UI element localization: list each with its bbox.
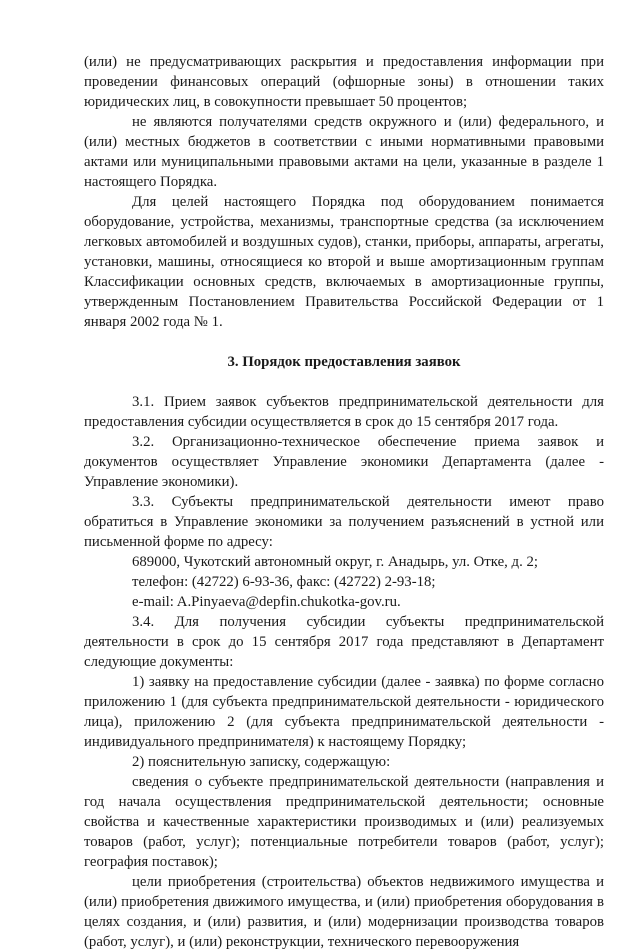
paragraph-3-2: 3.2. Организационно-техническое обеспечение приема заявок и документов осуществляет Управление экономики Департамента (далее - Управление экономики). [84, 434, 604, 490]
paragraph-entity-info: сведения о субъекте предпринимательской деятельности (направления и год начала осуществления предпринимательской деятельности; основные свойства и качественные характеристики производимых и (или) реализуемых товаров (работ, услуг); потенциальные потребители товаров (работ, услуг); география поставок); [84, 774, 604, 870]
paragraph-3-1: 3.1. Прием заявок субъектов предпринимательской деятельности для предоставления субсидии осуществляется в срок до 15 сентября 2017 года. [84, 394, 604, 430]
list-item-application: 1) заявку на предоставление субсидии (далее - заявка) по форме согласно приложению 1 (для субъекта предпринимательской деятельности - юридического лица), приложению 2 (для субъекта предпринимательской деятельности - индивидуального предпринимателя) к настоящему Порядку; [84, 674, 604, 750]
paragraph-acquisition-goals: цели приобретения (строительства) объектов недвижимого имущества и (или) приобретения движимого имущества, и (или) приобретения оборудования в целях создания, и (или) развития, и (или) модернизации производства товаров (работ, услуг), и (или) реконструкции, технического перевооружения [84, 874, 604, 950]
email-line: e-mail: A.Pinyaeva@depfin.chukotka-gov.ru. [132, 594, 401, 610]
paragraph-3-4: 3.4. Для получения субсидии субъекты предпринимательской деятельности в срок до 15 сентября 2017 года представляют в Департамент следующие документы: [84, 614, 604, 670]
list-item-explanatory-note: 2) пояснительную записку, содержащую: [132, 754, 391, 770]
paragraph-offshore-continuation: (или) не предусматривающих раскрытия и предоставления информации при проведении финансовых операций (офшорные зоны) в отношении таких юридических лиц, в совокупности превышает 50 процентов; [84, 54, 604, 110]
paragraph-equipment-definition: Для целей настоящего Порядка под оборудованием понимается оборудование, устройства, механизмы, транспортные средства (за исключением легковых автомобилей и воздушных судов), станки, приборы, аппараты, агрегаты, установки, машины, относящиеся ко второй и выше амортизационным группам Классификации основных средств, включаемых в амортизационные группы, утвержденным Постановлением Правительства Российской Федерации от 1 января 2002 года № 1. [84, 194, 604, 330]
paragraph-3-3: 3.3. Субъекты предпринимательской деятельности имеют право обратиться в Управление экономики за получением разъяснений в устной или письменной форме по адресу: [84, 494, 604, 550]
address-line: 689000, Чукотский автономный округ, г. Анадырь, ул. Отке, д. 2; [132, 554, 538, 570]
paragraph-budget-recipients: не являются получателями средств окружного и (или) федерального, и (или) местных бюджетов в соответствии с иными нормативными правовыми актами или муниципальными правовыми актами на цели, указанные в разделе 1 настоящего Порядка. [84, 114, 604, 190]
phone-fax-line: телефон: (42722) 6-93-36, факс: (42722) 2-93-18; [132, 574, 436, 590]
document-page [84, 52, 604, 952]
section-heading: 3. Порядок предоставления заявок [227, 354, 461, 370]
